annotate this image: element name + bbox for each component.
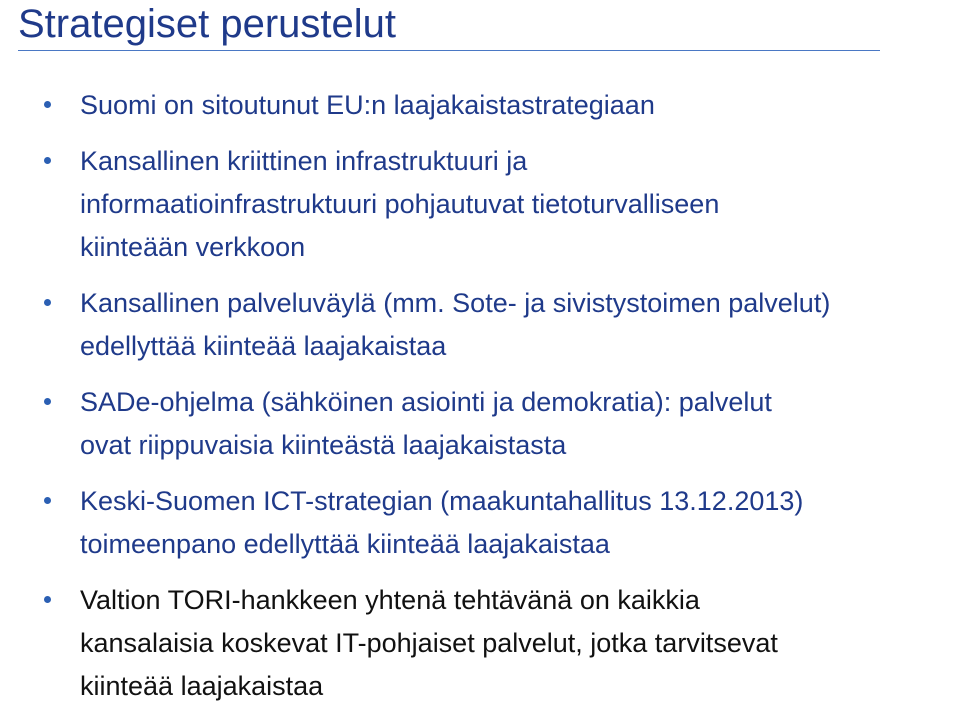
bullet-dot-icon xyxy=(44,101,51,108)
bullet-text-line: ovat riippuvaisia kiinteästä laajakaistasta xyxy=(80,430,567,460)
bullet-dot-icon xyxy=(44,157,51,164)
bullet-item xyxy=(0,140,960,269)
bullet-dot-icon xyxy=(44,596,51,603)
bullet-item xyxy=(0,282,960,368)
bullet-text-line: SADe-ohjelma (sähköinen asiointi ja demokratia): palvelut xyxy=(80,387,772,417)
bullet-dot-icon xyxy=(44,497,51,504)
bullet-list xyxy=(0,84,960,721)
bullet-dot-icon xyxy=(44,398,51,405)
bullet-item xyxy=(0,480,960,566)
bullet-item xyxy=(0,579,960,708)
bullet-text-line: toimeenpano edellyttää kiinteää laajakaistaa xyxy=(80,529,610,559)
bullet-text-line: kansalaisia koskevat IT-pohjaiset palvelut, jotka tarvitsevat xyxy=(80,628,778,658)
bullet-text-line: Suomi on sitoutunut EU:n laajakaistastrategiaan xyxy=(80,90,655,120)
bullet-text-line: Kansallinen palveluväylä (mm. Sote- ja sivistystoimen palvelut) xyxy=(80,288,831,318)
slide-title: Strategiset perustelut xyxy=(18,2,396,46)
bullet-text-line: Valtion TORI-hankkeen yhtenä tehtävänä on kaikkia xyxy=(80,585,700,615)
bullet-text-line: informaatioinfrastruktuuri pohjautuvat tietoturvalliseen xyxy=(80,189,720,219)
bullet-text-line: Kansallinen kriittinen infrastruktuuri ja xyxy=(80,146,528,176)
bullet-dot-icon xyxy=(44,299,51,306)
bullet-text-line: edellyttää kiinteää laajakaistaa xyxy=(80,331,447,361)
bullet-item xyxy=(0,84,960,127)
bullet-text-line: Keski-Suomen ICT-strategian (maakuntahallitus 13.12.2013) xyxy=(80,486,804,516)
bullet-text-line: kiinteään verkkoon xyxy=(80,232,306,262)
bullet-item xyxy=(0,381,960,467)
title-underline xyxy=(18,50,880,51)
bullet-text-line: kiinteää laajakaistaa xyxy=(80,671,324,701)
